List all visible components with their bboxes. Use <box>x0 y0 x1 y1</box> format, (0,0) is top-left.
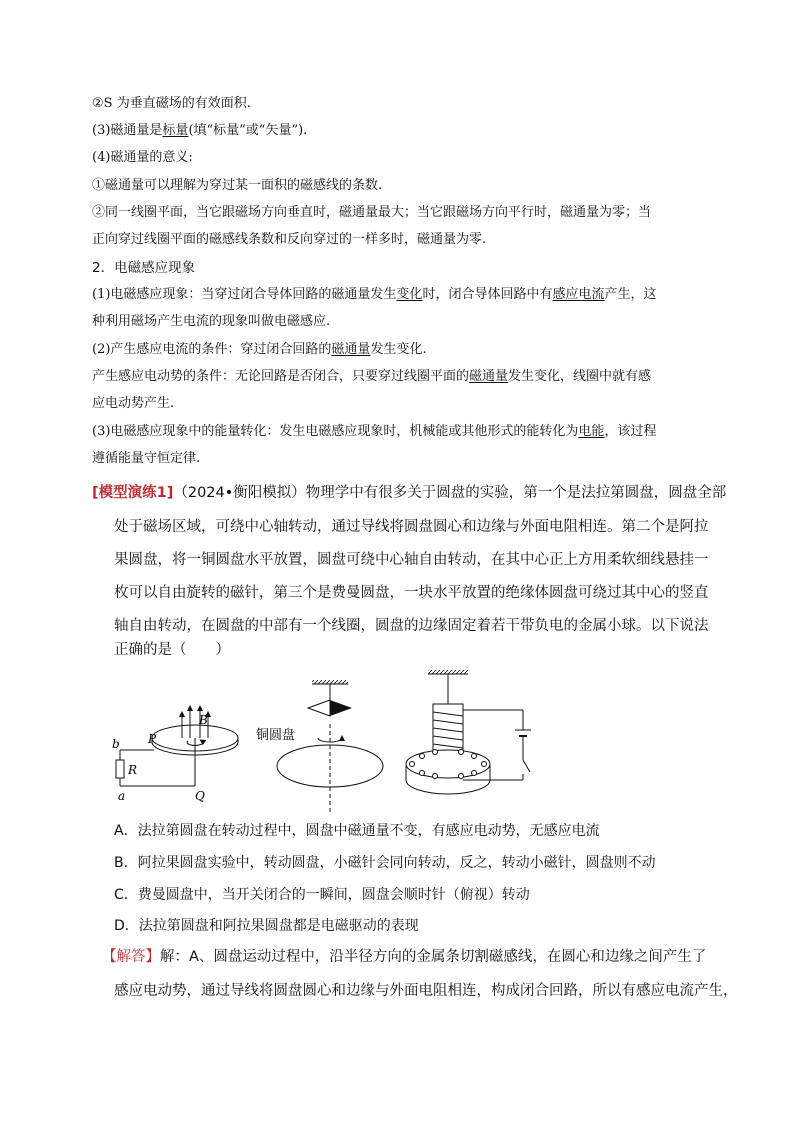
text-span: 解：A、圆盘运动过程中，沿半径方向的金属条切割磁感线，在圆心和边缘之间产生了 <box>160 949 707 965</box>
text-line: ②同一线圈平面，当它跟磁场方向垂直时，磁通量最大；当它跟磁场方向平行时，磁通量为零；当 <box>92 205 652 220</box>
underlined-answer: 标量 <box>162 123 189 138</box>
arago-disc-diagram <box>256 680 383 813</box>
text-line <box>92 369 651 385</box>
underlined-answer: 磁通量 <box>331 342 371 357</box>
answer-tag: 【解答】 <box>102 949 160 965</box>
text-line: 应电动势产生. <box>92 396 175 411</box>
text-line: 正向穿过线圈平面的磁感线条数和反向穿过的一样多时，磁通量为零. <box>92 232 487 247</box>
text-span: ，该过程 <box>604 424 657 439</box>
question-line: 处于磁场区域，可绕中心轴转动，通过导线将圆盘圆心和边缘与外面电阻相连。第二个是阿拉 <box>114 519 709 535</box>
feynman-disc-diagram <box>406 670 531 794</box>
question-line: 正确的是（ ） <box>114 642 230 658</box>
underlined-answer: 磁通量 <box>469 369 509 384</box>
text-span: 产生感应电动势的条件：无论回路是否闭合，只要穿过线圈平面的 <box>92 369 470 384</box>
text-span: 发生变化. <box>370 342 427 357</box>
text-span: (3)电磁感应现象中的能量转化：发生电磁感应现象时，机械能或其他形式的能转化为 <box>92 424 579 439</box>
question-tag: [模型演练1] <box>92 485 174 501</box>
text-line: 种利用磁场产生电流的现象叫做电磁感应. <box>92 314 331 329</box>
underlined-answer: 感应电流 <box>552 287 605 302</box>
text-line: (4)磁通量的意义: <box>92 150 193 165</box>
section-heading: 2．电磁感应现象 <box>92 260 196 276</box>
label-P: P <box>148 732 157 746</box>
question-line: 果圆盘，将一铜圆盘水平放置，圆盘可绕中心轴自由转动，在其中心正上方用柔软细线悬挂一 <box>114 552 709 568</box>
text-line: 遵循能量守恒定律. <box>92 451 201 466</box>
text-line <box>92 123 307 139</box>
experiment-figure <box>110 668 550 818</box>
label-B: B <box>199 713 208 727</box>
label-copper-disc: 铜圆盘 <box>256 728 296 743</box>
text-span: (2)产生感应电流的条件：穿过闭合回路的 <box>92 342 332 357</box>
text-line <box>92 342 427 358</box>
answer-line <box>102 948 706 966</box>
text-span: (填“标量”或“矢量”). <box>188 123 308 138</box>
text-line <box>92 424 656 440</box>
text-line: ①磁通量可以理解为穿过某一面积的磁感线的条数. <box>92 178 383 193</box>
option-d: D．法拉第圆盘和阿拉果圆盘都是电磁驱动的表现 <box>114 918 419 934</box>
option-a: A．法拉第圆盘在转动过程中，圆盘中磁通量不变，有感应电动势，无感应电流 <box>114 823 600 839</box>
underlined-answer: 变化 <box>396 287 423 302</box>
text-span: (3)磁通量是 <box>92 123 163 138</box>
text-line <box>92 287 656 303</box>
faraday-disc-diagram <box>112 708 238 803</box>
question-line: 轴自由转动，在圆盘的中部有一个线圈，圆盘的边缘固定着若干带负电的金属小球。以下说法 <box>114 618 709 634</box>
text-span: (1)电磁感应现象：当穿过闭合导体回路的磁通量发生 <box>92 287 397 302</box>
label-a: a <box>118 789 126 803</box>
label-Q: Q <box>195 789 205 803</box>
question-line <box>92 484 726 502</box>
text-span: 产生，这 <box>604 287 657 302</box>
text-span: （2024•衡阳模拟）物理学中有很多关于圆盘的实验，第一个是法拉第圆盘，圆盘全部 <box>173 485 727 501</box>
text-span: 发生变化，线圈中就有感 <box>508 369 652 384</box>
label-R: R <box>128 763 138 777</box>
label-b: b <box>112 737 120 751</box>
text-line: ②S 为垂直磁场的有效面积. <box>92 96 251 111</box>
option-c: C．费曼圆盘中，当开关闭合的一瞬间，圆盘会顺时针（俯视）转动 <box>114 887 530 903</box>
text-span: 时，闭合导体回路中有 <box>422 287 553 302</box>
underlined-answer: 电能 <box>578 424 605 439</box>
answer-line: 感应电动势，通过导线将圆盘圆心和边缘与外面电阻相连，构成闭合回路，所以有感应电流产生， <box>114 983 738 999</box>
option-b: B．阿拉果圆盘实验中，转动圆盘，小磁针会同向转动，反之，转动小磁针，圆盘则不动 <box>114 855 656 871</box>
question-line: 枚可以自由旋转的磁针，第三个是费曼圆盘，一块水平放置的绝缘体圆盘可绕过其中心的竖直 <box>114 585 709 601</box>
